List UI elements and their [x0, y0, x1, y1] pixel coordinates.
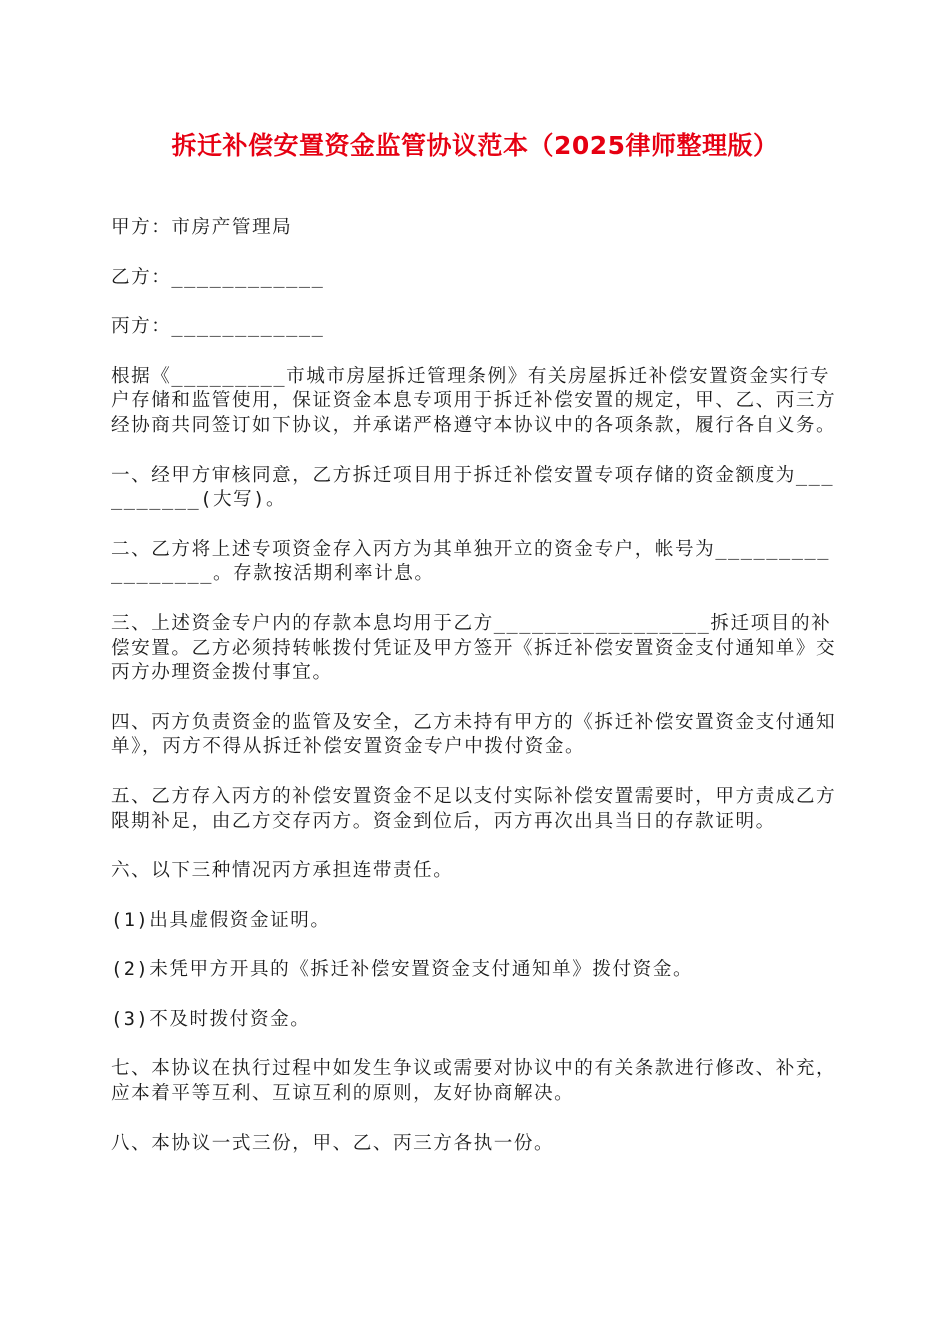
- document-body: [111, 216, 841, 1181]
- party-c-line: 丙方：____________: [111, 316, 325, 338]
- party-b-line: 乙方：____________: [111, 266, 325, 288]
- clause-6-item-3: (3)不及时拨付资金。: [111, 1008, 311, 1030]
- clause-4: 四、丙方负责资金的监管及安全，乙方未持有甲方的《拆迁补偿安置资金支付通知单》，丙方不得从拆迁补偿安置资金专户中拨付资金。: [111, 711, 837, 758]
- clause-6-item-1: (1)出具虚假资金证明。: [111, 909, 331, 931]
- clause-1: 一、经甲方审核同意，乙方拆迁项目用于拆迁补偿安置专项存储的资金额度为__________(大写)。: [111, 464, 835, 511]
- clause-8: 八、本协议一式三份，甲、乙、丙三方各执一份。: [111, 1132, 555, 1154]
- clause-3: 三、上述资金专户内的存款本息均用于乙方_________________拆迁项目的补偿安置。乙方必须持转帐拨付凭证及甲方签开《拆迁补偿安置资金支付通知单》交丙方办理资金拨付事宜。: [111, 612, 837, 684]
- clause-6: 六、以下三种情况丙方承担连带责任。: [111, 860, 454, 882]
- document-title: 拆迁补偿安置资金监管协议范本（2025律师整理版）: [171, 131, 779, 160]
- clause-7: 七、本协议在执行过程中如发生争议或需要对协议中的有关条款进行修改、补充，应本着平等互利、互谅互利的原则，友好协商解决。: [111, 1058, 837, 1105]
- clause-6-item-2: (2)未凭甲方开具的《拆迁补偿安置资金支付通知单》拨付资金。: [111, 959, 694, 981]
- preamble-paragraph: 根据《_________市城市房屋拆迁管理条例》有关房屋拆迁补偿安置资金实行专户存储和监管使用，保证资金本息专项用于拆迁补偿安置的规定，甲、乙、丙三方经协商共同签订如下协议，并承诺严格遵守本协议中的各项条款，履行各自义务。: [111, 365, 837, 436]
- clause-2: 二、乙方将上述专项资金存入丙方为其单独开立的资金专户，帐号为_________________。存款按活期利率计息。: [111, 538, 831, 585]
- clause-5: 五、乙方存入丙方的补偿安置资金不足以支付实际补偿安置需要时，甲方责成乙方限期补足，由乙方交存丙方。资金到位后，丙方再次出具当日的存款证明。: [111, 785, 837, 832]
- party-a-line: 甲方：市房产管理局: [111, 217, 293, 238]
